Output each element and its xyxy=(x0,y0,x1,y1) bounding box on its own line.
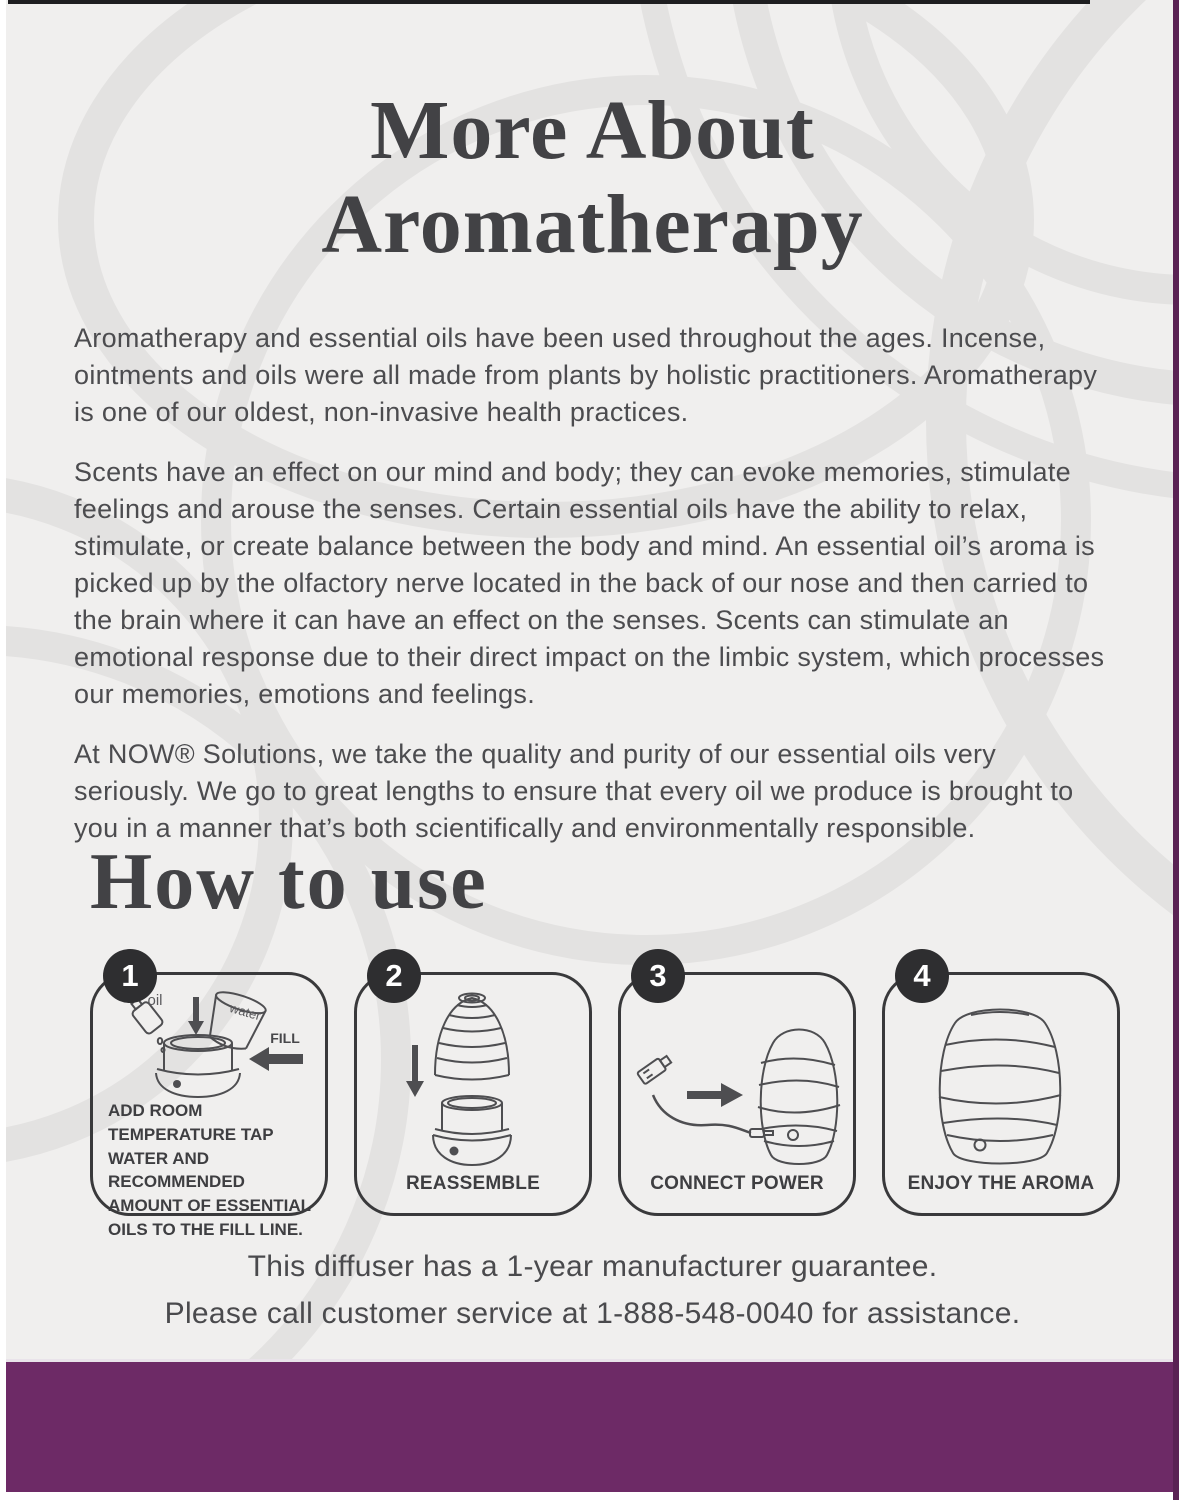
page-title-line1: More About xyxy=(370,84,815,177)
step-3-box xyxy=(618,958,856,1216)
intro-text xyxy=(74,320,1112,870)
fill-arrow-icon xyxy=(249,1047,303,1071)
connect-right-arrow-icon xyxy=(687,1083,743,1107)
step-4-number-badge: 4 xyxy=(895,949,949,1003)
reassemble-icon xyxy=(357,983,587,1173)
power-button-dot xyxy=(173,1080,181,1088)
water-label: water xyxy=(227,1000,263,1024)
step-1-box xyxy=(90,958,328,1239)
top-edge-line xyxy=(8,0,1090,4)
page-title-line2: Aromatherapy xyxy=(321,178,864,272)
intro-paragraph-2: Scents have an effect on our mind and body; they can evoke memories, stimulate feelings and arouse the senses. Certain essential oils have the ability to relax, stimulate, or create balance between the body and mind. An essential oil’s aroma is picked up by the olfactory nerve located in the back of our nose and then carried to the brain where it can have an effect on the senses. Scents can stimulate an emotional response due to their direct impact on the limbic system, which processes our memories, emotions and feelings. xyxy=(74,457,1105,709)
power-button-dot xyxy=(450,1147,459,1156)
step-3-number-badge: 3 xyxy=(631,949,685,1003)
right-edge-purple-stripe xyxy=(1173,0,1179,1500)
intro-paragraph-1: Aromatherapy and essential oils have been used throughout the ages. Incense, ointments and oils were all made from plants by holistic practitioners. Aromatherapy is one of our oldest, non-invasive health practices. xyxy=(74,323,1098,427)
step-4-box xyxy=(882,958,1120,1216)
how-to-use-heading: How to use xyxy=(90,838,488,926)
pour-down-arrow-icon xyxy=(188,997,204,1035)
page-title xyxy=(6,84,1179,272)
step-1-caption: ADD ROOM TEMPERATURE TAP WATER AND RECOMMENDED AMOUNT OF ESSENTIAL OILS TO THE FILL LINE. xyxy=(108,1101,311,1239)
step-2-number-badge: 2 xyxy=(367,949,421,1003)
connect-power-icon xyxy=(621,983,851,1173)
step-3-caption: CONNECT POWER xyxy=(650,1173,824,1194)
purple-footer-band xyxy=(6,1359,1179,1492)
step-4-caption: ENJOY THE AROMA xyxy=(907,1173,1095,1194)
diffuser-icon xyxy=(885,983,1115,1173)
step-2-caption: REASSEMBLE xyxy=(406,1173,540,1194)
step-2-box xyxy=(354,958,592,1216)
how-to-use-steps xyxy=(90,958,1120,1239)
step-1-number-badge: 1 xyxy=(103,949,157,1003)
fill-label: FILL xyxy=(270,1030,300,1046)
guarantee-line2: Please call customer service at 1-888-548-0040 for assistance. xyxy=(164,1296,1021,1330)
panel-background xyxy=(6,0,1179,1492)
guarantee-text xyxy=(6,1244,1179,1337)
usb-plug-icon xyxy=(637,1053,673,1084)
oil-label: oil xyxy=(147,992,163,1009)
guarantee-line1: This diffuser has a 1-year manufacturer guarantee. xyxy=(247,1250,938,1283)
power-cable xyxy=(653,1095,751,1133)
intro-paragraph-3: At NOW® Solutions, we take the quality and purity of our essential oils very seriously. We go to great lengths to ensure that every oil we produce is brought to you in a manner that’s both scientifically and environmentally responsible. xyxy=(74,739,1074,843)
assemble-down-arrow-icon xyxy=(406,1045,424,1097)
